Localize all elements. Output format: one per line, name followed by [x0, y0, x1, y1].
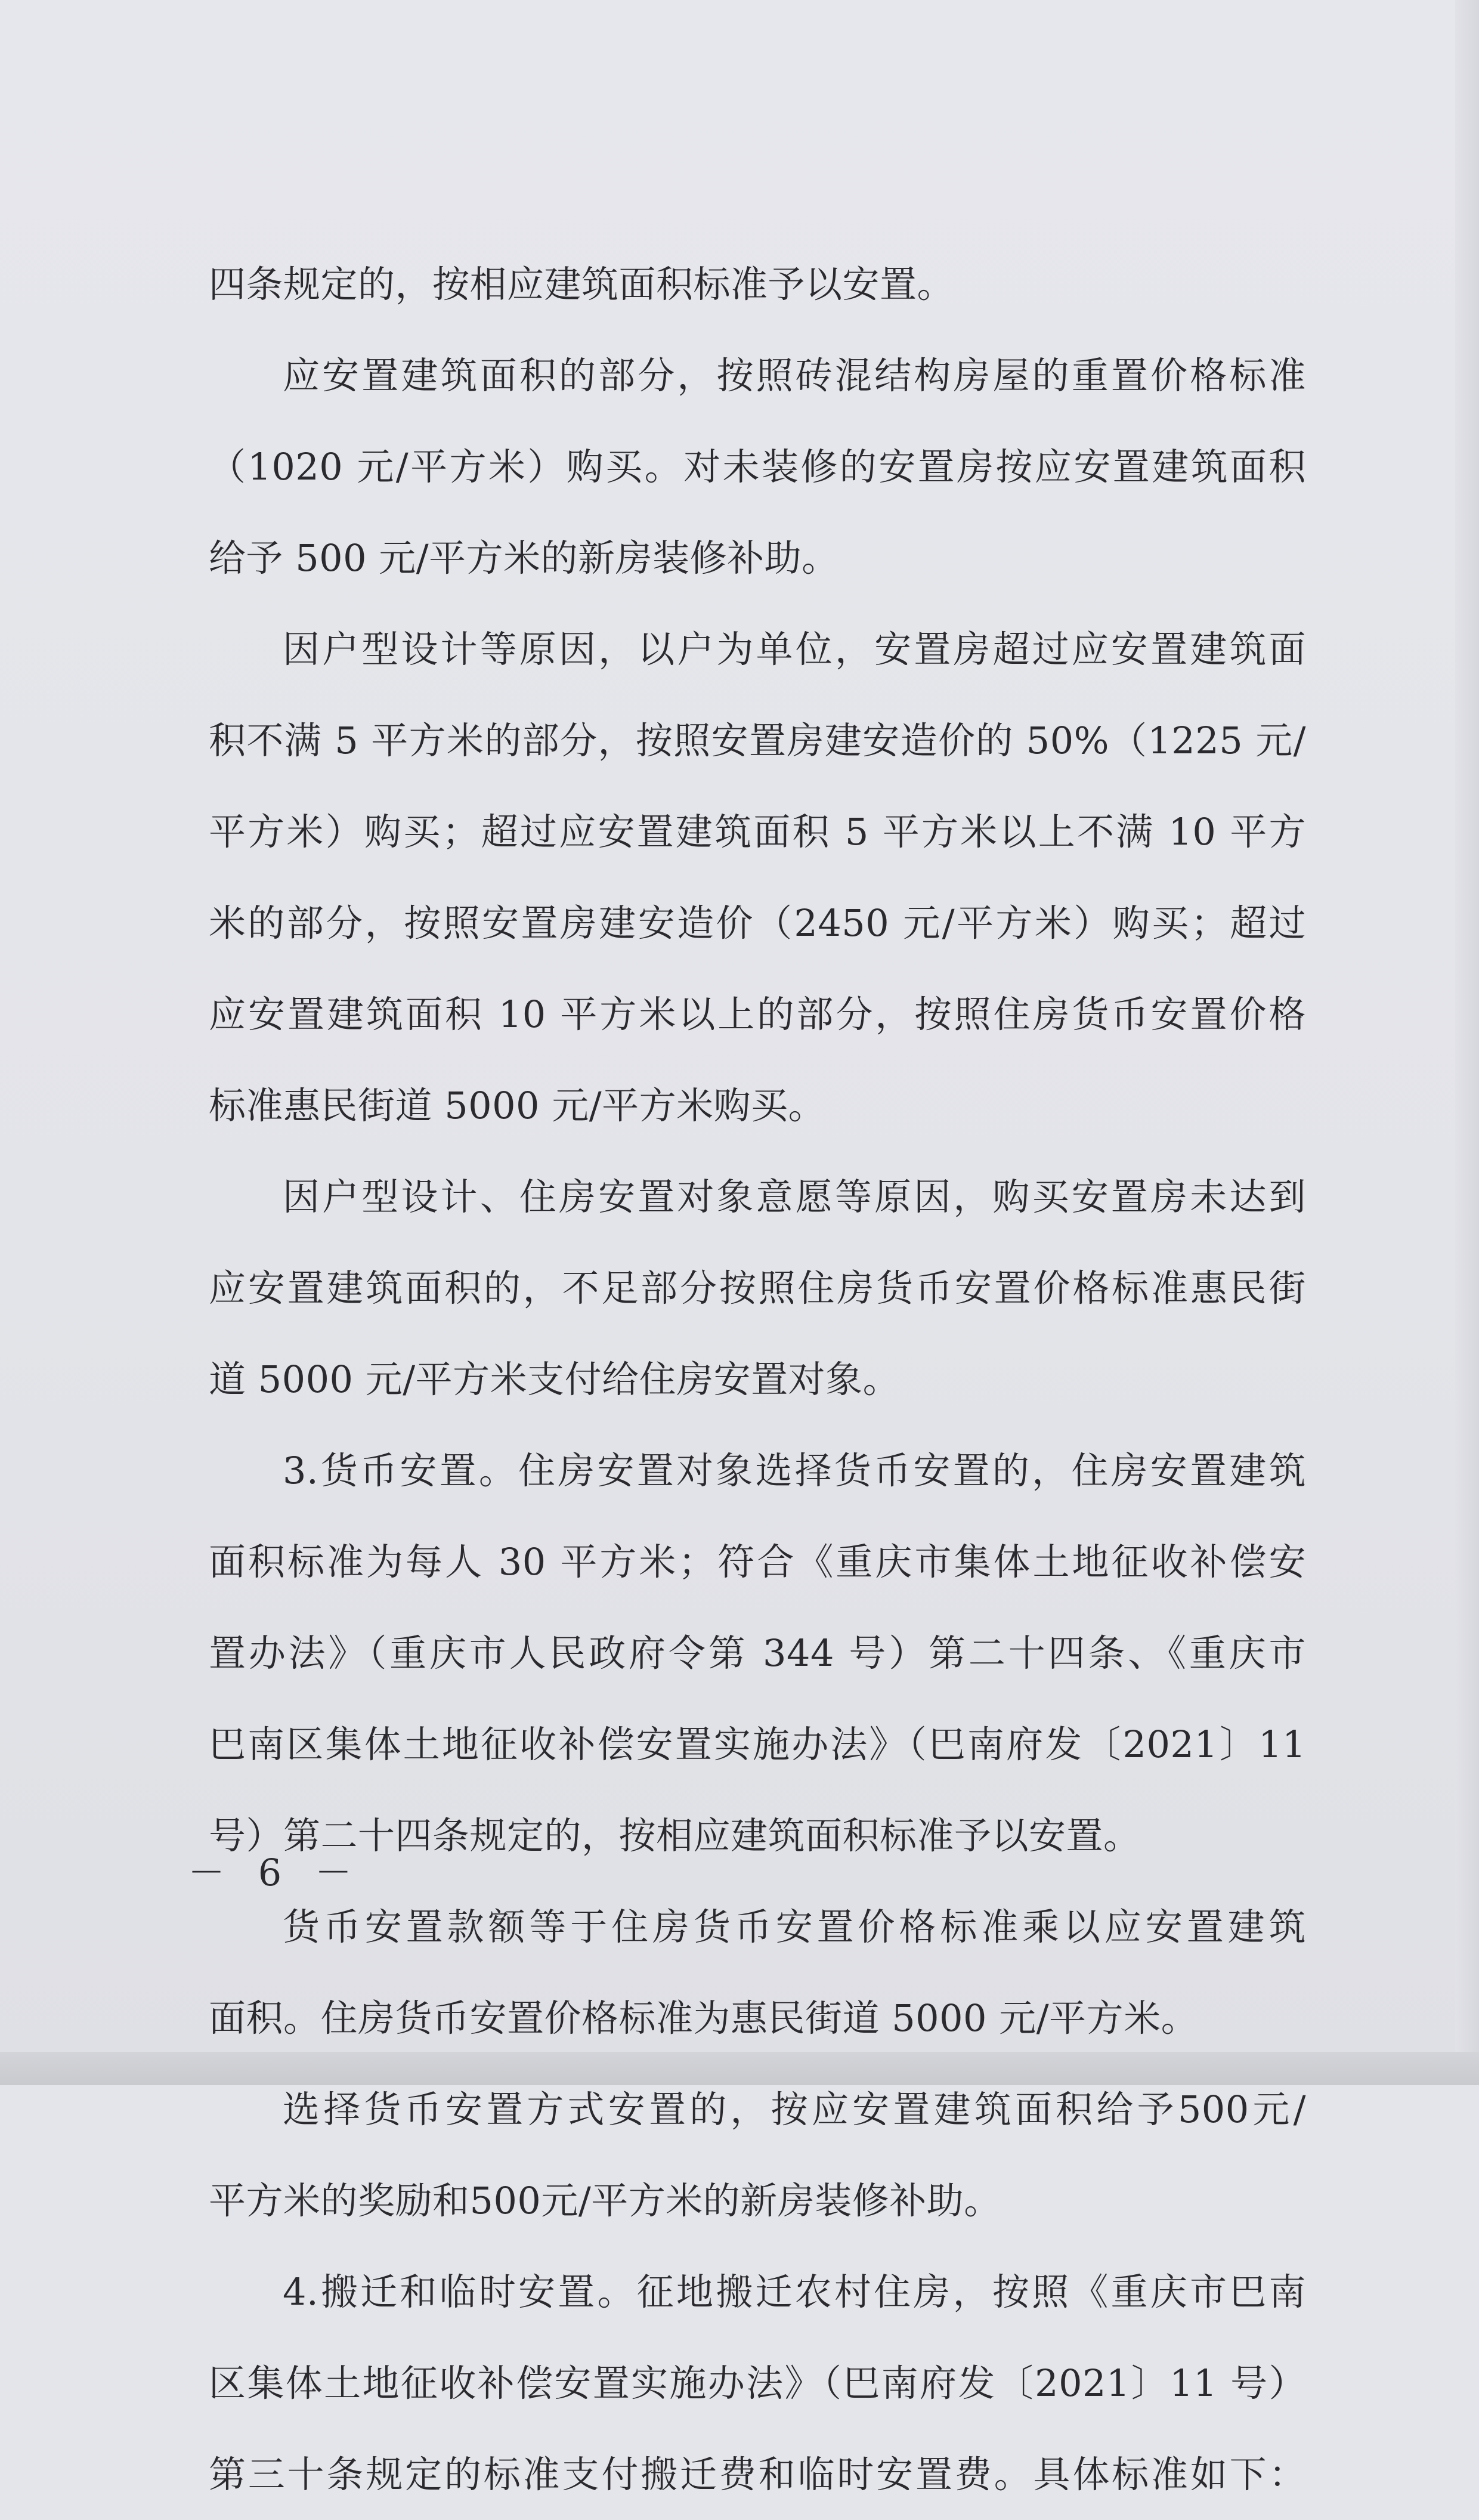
paragraph-first-line: 因户型设计等原因，以户为单位，安置房超过应安置建筑面	[283, 627, 1306, 671]
section-heading-line: 4.搬迁和临时安置。征地搬迁农村住房，按照《重庆市巴南	[283, 2270, 1306, 2314]
paragraph-first-line: 因户型设计、住房安置对象意愿等原因，购买安置房未达到	[283, 1175, 1306, 1219]
text-line: 应安置建筑面积的，不足部分按照住房货币安置价格标准惠民街	[209, 1266, 1306, 1310]
text-line: 米的部分，按照安置房建安造价（2450 元/平方米）购买；超过	[209, 901, 1306, 945]
text-line: 标准惠民街道 5000 元/平方米购买。	[209, 1084, 826, 1127]
text-line: 置办法》（重庆市人民政府令第 344 号）第二十四条、《重庆市	[209, 1631, 1306, 1675]
text-line: 面积标准为每人 30 平方米；符合《重庆市集体土地征收补偿安	[209, 1540, 1306, 1584]
text-line: 平方米）购买；超过应安置建筑面积 5 平方米以上不满 10 平方	[209, 810, 1306, 854]
text-line: 四条规定的，按相应建筑面积标准予以安置。	[209, 262, 955, 306]
paragraph-first-line: 选择货币安置方式安置的，按应安置建筑面积给予500元/	[283, 2088, 1306, 2131]
text-line: 号）第二十四条规定的，按相应建筑面积标准予以安置。	[209, 1814, 1141, 1857]
text-line: 应安置建筑面积 10 平方米以上的部分，按照住房货币安置价格	[209, 992, 1306, 1036]
text-line: 积不满 5 平方米的部分，按照安置房建安造价的 50%（1225 元/	[209, 719, 1306, 762]
paragraph-first-line: 应安置建筑面积的部分，按照砖混结构房屋的重置价格标准	[283, 354, 1306, 397]
section-heading-line: 3.货币安置。住房安置对象选择货币安置的，住房安置建筑	[283, 1449, 1306, 1492]
scan-edge-right	[1455, 0, 1479, 2085]
text-line: 平方米的奖励和500元/平方米的新房装修补助。	[209, 2179, 1001, 2222]
page-number: － 6 －	[188, 1851, 363, 1894]
paragraph-first-line: 货币安置款额等于住房货币安置价格标准乘以应安置建筑	[283, 1905, 1306, 1949]
text-line: 道 5000 元/平方米支付给住房安置对象。	[209, 1358, 901, 1401]
document-body	[209, 239, 1306, 2520]
text-line: 给予 500 元/平方米的新房装修补助。	[209, 536, 839, 580]
text-line: 面积。住房货币安置价格标准为惠民街道 5000 元/平方米。	[209, 1996, 1199, 2040]
text-line: （1020 元/平方米）购买。对未装修的安置房按应安置建筑面积	[209, 445, 1306, 488]
text-line: 区集体土地征收补偿安置实施办法》（巴南府发〔2021〕11 号）	[209, 2361, 1306, 2405]
text-line: 巴南区集体土地征收补偿安置实施办法》（巴南府发〔2021〕11	[209, 1723, 1306, 1766]
text-line: 第三十条规定的标准支付搬迁费和临时安置费。具体标准如下：	[209, 2453, 1306, 2496]
